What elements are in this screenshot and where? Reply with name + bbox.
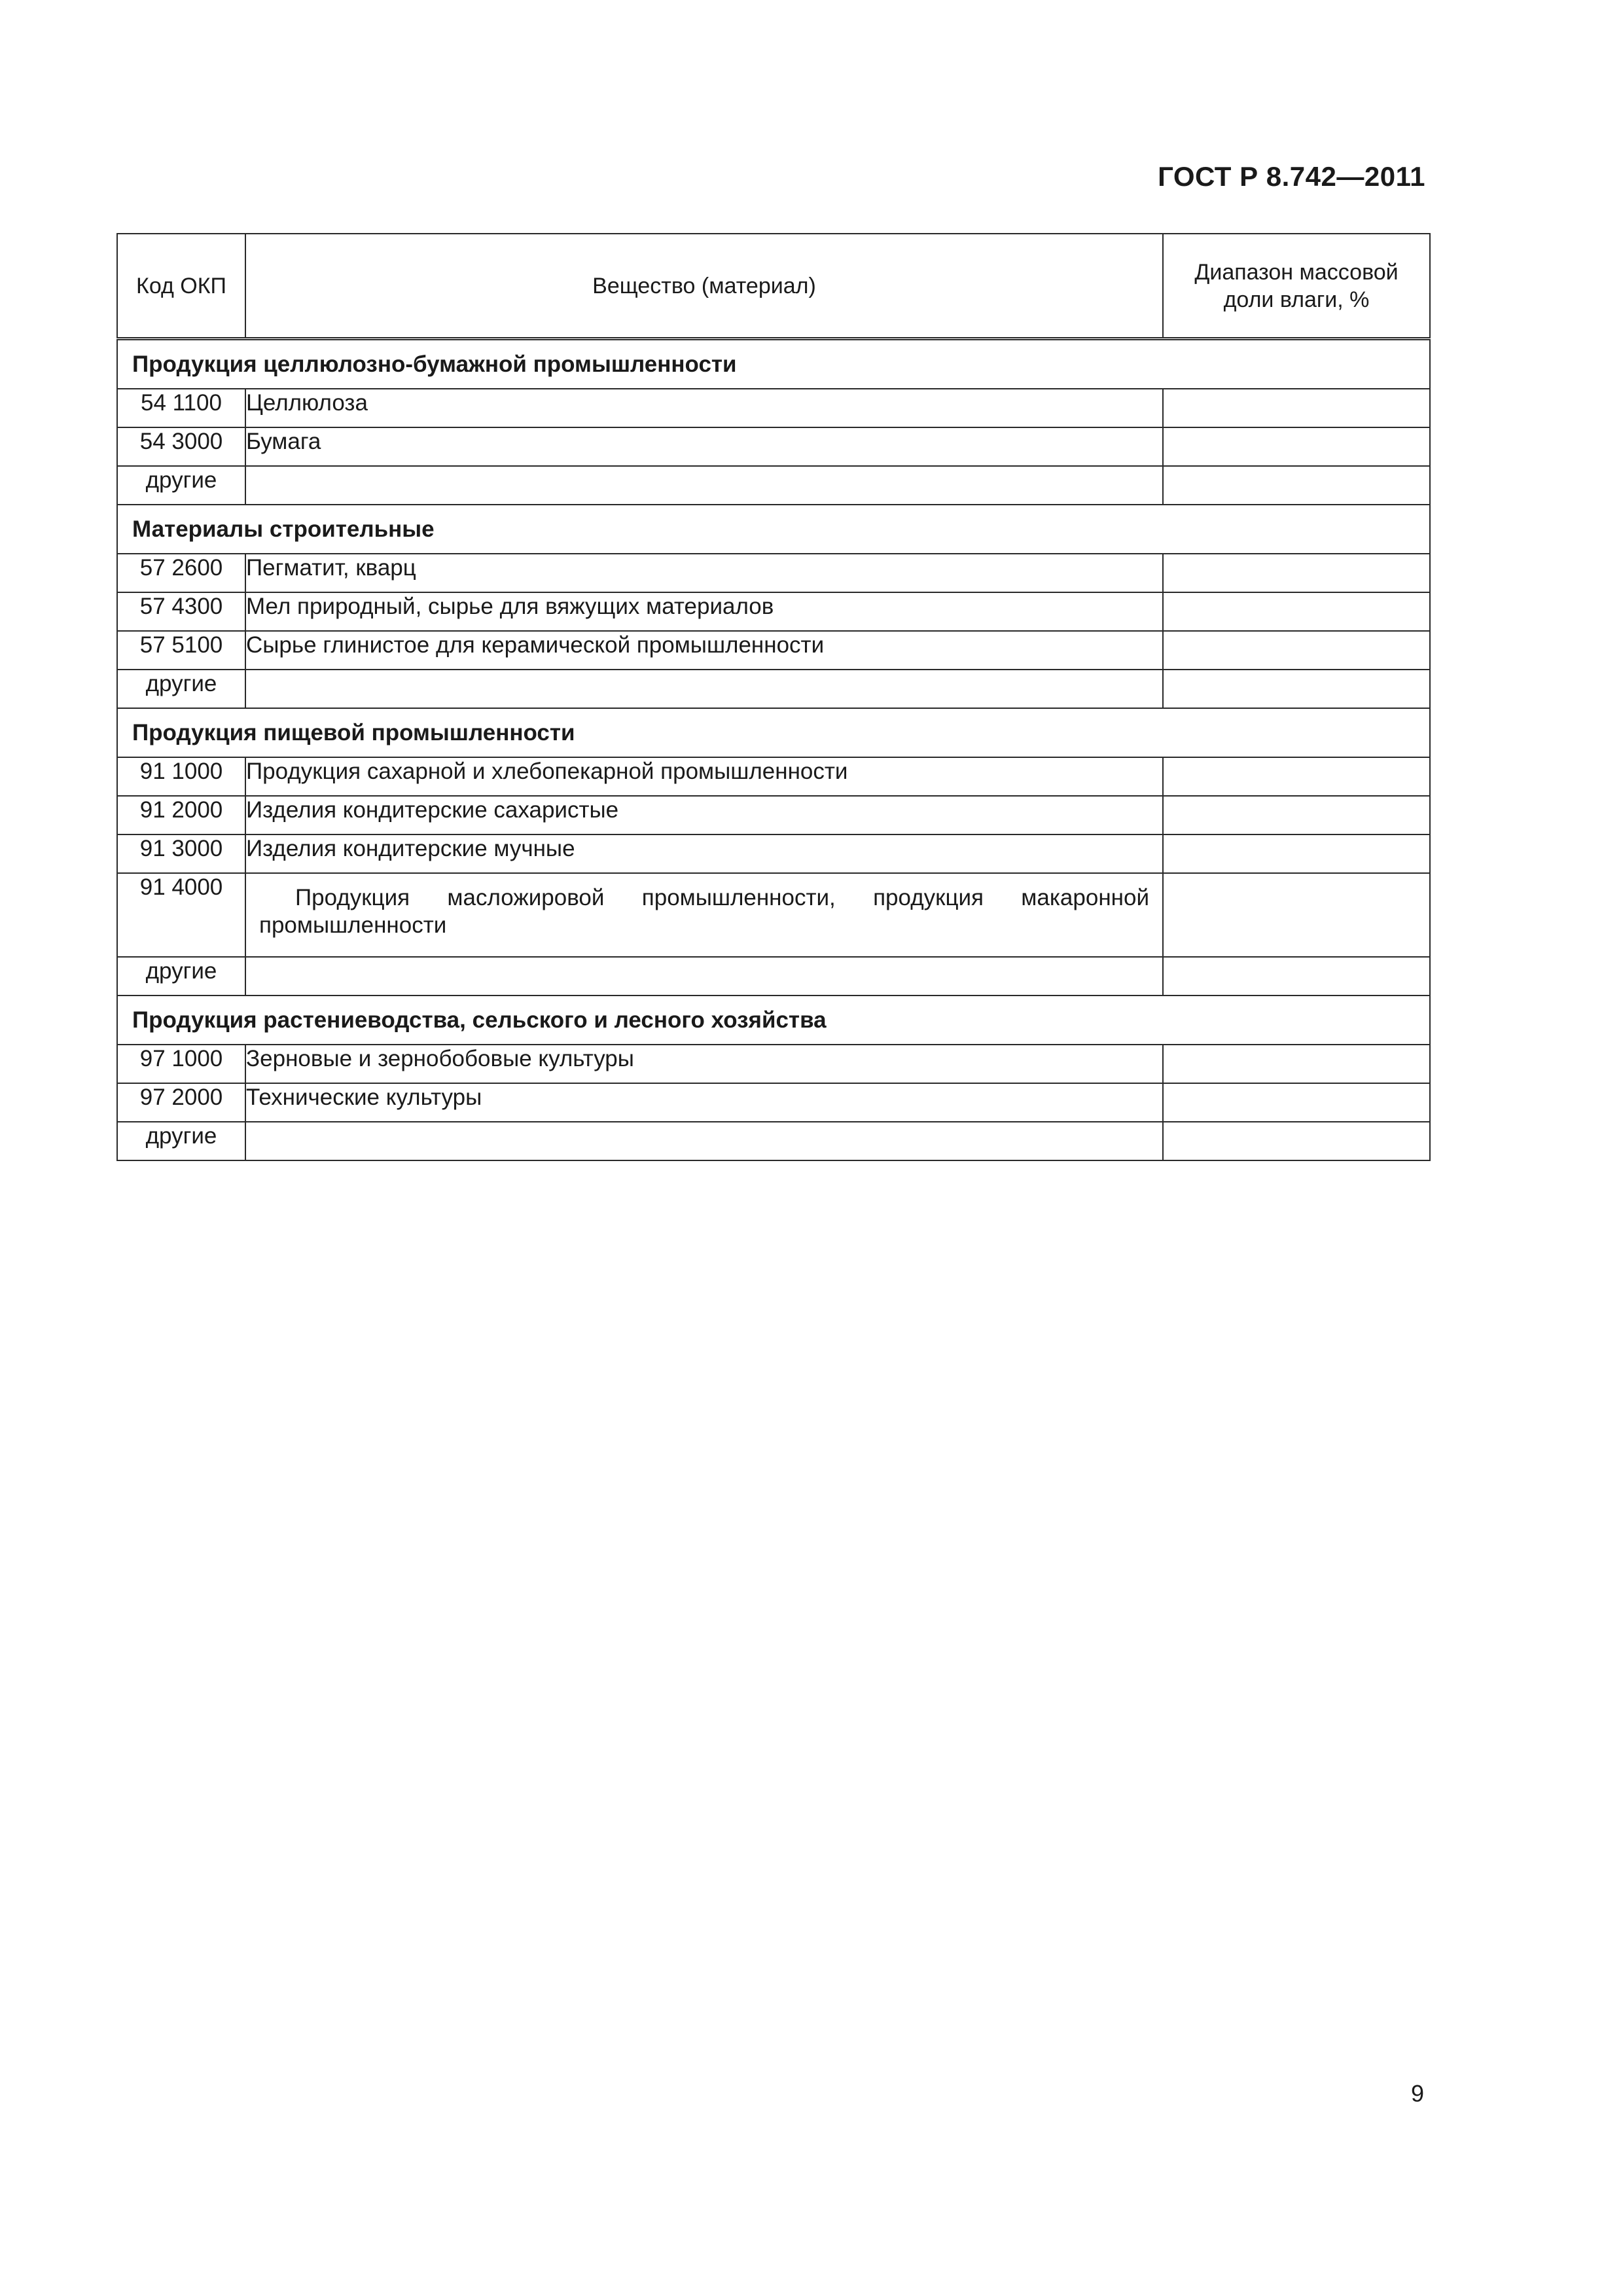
okp-code: другие — [117, 670, 245, 708]
column-header-moisture-range: Диапазон массовой доли влаги, % — [1163, 234, 1430, 339]
moisture-range — [1163, 796, 1430, 834]
okp-code: 91 2000 — [117, 796, 245, 834]
moisture-range — [1163, 466, 1430, 505]
substance-name: Изделия кондитерские сахаристые — [245, 796, 1163, 834]
section-title: Продукция целлюлозно-бумажной промышленности — [117, 339, 1430, 389]
substance-name: Изделия кондитерские мучные — [245, 834, 1163, 873]
moisture-range — [1163, 389, 1430, 427]
substance-name: Зерновые и зернобобовые культуры — [245, 1045, 1163, 1083]
substance-name: Сырье глинистое для керамической промышленности — [245, 631, 1163, 670]
substance-name: Продукция масложировой промышленности, продукция макаронной промышленности — [245, 873, 1163, 957]
table-row — [117, 389, 1430, 427]
document-code: ГОСТ Р 8.742—2011 — [1158, 161, 1425, 192]
moisture-range — [1163, 757, 1430, 796]
section-row — [117, 708, 1430, 757]
table-row — [117, 1083, 1430, 1122]
substances-table — [116, 233, 1431, 1161]
okp-code: 57 2600 — [117, 554, 245, 592]
table-row — [117, 592, 1430, 631]
okp-code: 91 3000 — [117, 834, 245, 873]
table-row — [117, 670, 1430, 708]
table-row — [117, 427, 1430, 466]
table-header-row — [117, 234, 1430, 339]
okp-code: 57 5100 — [117, 631, 245, 670]
moisture-range — [1163, 427, 1430, 466]
substance-name: Технические культуры — [245, 1083, 1163, 1122]
moisture-range — [1163, 957, 1430, 996]
column-header-code: Код ОКП — [117, 234, 245, 339]
substance-name: Пегматит, кварц — [245, 554, 1163, 592]
section-title: Материалы строительные — [117, 505, 1430, 554]
okp-code: 97 2000 — [117, 1083, 245, 1122]
table-row — [117, 957, 1430, 996]
substance-name: Мел природный, сырье для вяжущих материалов — [245, 592, 1163, 631]
table-row — [117, 1122, 1430, 1160]
substance-name — [245, 957, 1163, 996]
section-title: Продукция пищевой промышленности — [117, 708, 1430, 757]
okp-code: 91 1000 — [117, 757, 245, 796]
moisture-range — [1163, 592, 1430, 631]
table-row — [117, 757, 1430, 796]
okp-code: другие — [117, 957, 245, 996]
moisture-range — [1163, 631, 1430, 670]
section-row — [117, 996, 1430, 1045]
moisture-range — [1163, 834, 1430, 873]
section-title: Продукция растениеводства, сельского и лесного хозяйства — [117, 996, 1430, 1045]
section-row — [117, 505, 1430, 554]
substance-name: Продукция сахарной и хлебопекарной промышленности — [245, 757, 1163, 796]
moisture-range — [1163, 1122, 1430, 1160]
section-row — [117, 339, 1430, 389]
page-number: 9 — [1410, 2080, 1424, 2107]
moisture-range — [1163, 1083, 1430, 1122]
table-row — [117, 631, 1430, 670]
table-row — [117, 834, 1430, 873]
okp-code: 54 1100 — [117, 389, 245, 427]
okp-code: другие — [117, 466, 245, 505]
substance-name — [245, 1122, 1163, 1160]
substance-name: Целлюлоза — [245, 389, 1163, 427]
table-row — [117, 1045, 1430, 1083]
substance-name — [245, 670, 1163, 708]
table-row — [117, 796, 1430, 834]
table-row — [117, 873, 1430, 957]
okp-code: другие — [117, 1122, 245, 1160]
okp-code: 91 4000 — [117, 873, 245, 957]
table-row — [117, 466, 1430, 505]
column-header-substance: Вещество (материал) — [245, 234, 1163, 339]
okp-code: 54 3000 — [117, 427, 245, 466]
okp-code: 97 1000 — [117, 1045, 245, 1083]
moisture-range — [1163, 1045, 1430, 1083]
moisture-range — [1163, 873, 1430, 957]
okp-code: 57 4300 — [117, 592, 245, 631]
substance-name — [245, 466, 1163, 505]
substance-name: Бумага — [245, 427, 1163, 466]
table-row — [117, 554, 1430, 592]
moisture-range — [1163, 670, 1430, 708]
moisture-range — [1163, 554, 1430, 592]
